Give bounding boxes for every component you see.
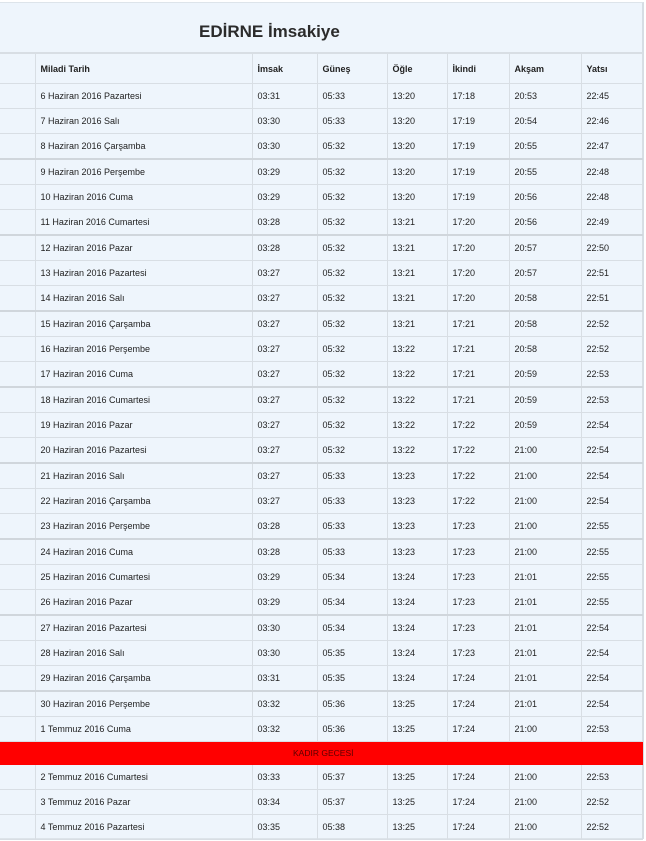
cell-gunes: 05:32	[317, 387, 387, 413]
table-row	[0, 765, 642, 790]
cell-imsak: 03:28	[252, 539, 317, 565]
header-date: Miladi Tarih	[35, 53, 252, 84]
cell-yatsi: 22:50	[581, 235, 642, 261]
row-blank-cell	[0, 286, 35, 312]
row-blank-cell	[0, 261, 35, 286]
cell-ogle: 13:21	[387, 311, 447, 337]
cell-ogle: 13:24	[387, 615, 447, 641]
table-row	[0, 615, 642, 641]
cell-ogle: 13:22	[387, 337, 447, 362]
cell-yatsi: 22:45	[581, 84, 642, 109]
cell-date: 6 Haziran 2016 Pazartesi	[35, 84, 252, 109]
cell-aksam: 20:57	[509, 261, 581, 286]
cell-gunes: 05:32	[317, 261, 387, 286]
row-blank-cell	[0, 311, 35, 337]
cell-imsak: 03:28	[252, 514, 317, 540]
cell-ogle: 13:24	[387, 590, 447, 616]
cell-ogle: 13:23	[387, 463, 447, 489]
row-blank-cell	[0, 235, 35, 261]
cell-ikindi: 17:23	[447, 565, 509, 590]
cell-ikindi: 17:24	[447, 691, 509, 717]
cell-yatsi: 22:54	[581, 691, 642, 717]
cell-imsak: 03:27	[252, 337, 317, 362]
title-bar	[0, 3, 642, 52]
page-title: EDİRNE İmsakiye	[199, 22, 340, 41]
cell-imsak: 03:29	[252, 590, 317, 616]
cell-gunes: 05:36	[317, 691, 387, 717]
cell-ikindi: 17:22	[447, 438, 509, 464]
cell-gunes: 05:32	[317, 235, 387, 261]
cell-aksam: 21:01	[509, 691, 581, 717]
cell-ikindi: 17:21	[447, 311, 509, 337]
cell-ogle: 13:24	[387, 565, 447, 590]
cell-ikindi: 17:22	[447, 489, 509, 514]
table-row	[0, 717, 642, 742]
cell-date: 26 Haziran 2016 Pazar	[35, 590, 252, 616]
row-blank-cell	[0, 565, 35, 590]
cell-ikindi: 17:19	[447, 134, 509, 160]
table-row	[0, 261, 642, 286]
cell-imsak: 03:28	[252, 210, 317, 236]
cell-aksam: 20:55	[509, 134, 581, 160]
cell-yatsi: 22:53	[581, 765, 642, 790]
header-ikindi: İkindi	[447, 53, 509, 84]
cell-aksam: 20:54	[509, 109, 581, 134]
cell-yatsi: 22:54	[581, 615, 642, 641]
cell-imsak: 03:29	[252, 159, 317, 185]
header-imsak: İmsak	[252, 53, 317, 84]
table-row	[0, 438, 642, 464]
cell-ikindi: 17:24	[447, 666, 509, 692]
cell-ogle: 13:21	[387, 286, 447, 312]
cell-imsak: 03:27	[252, 311, 317, 337]
cell-ikindi: 17:21	[447, 387, 509, 413]
cell-ikindi: 17:20	[447, 210, 509, 236]
cell-imsak: 03:32	[252, 691, 317, 717]
table-row	[0, 489, 642, 514]
cell-imsak: 03:30	[252, 615, 317, 641]
cell-gunes: 05:36	[317, 717, 387, 742]
cell-ogle: 13:25	[387, 691, 447, 717]
cell-gunes: 05:33	[317, 109, 387, 134]
cell-yatsi: 22:52	[581, 790, 642, 815]
cell-ogle: 13:22	[387, 387, 447, 413]
cell-imsak: 03:27	[252, 413, 317, 438]
cell-date: 8 Haziran 2016 Çarşamba	[35, 134, 252, 160]
cell-date: 9 Haziran 2016 Perşembe	[35, 159, 252, 185]
cell-date: 23 Haziran 2016 Perşembe	[35, 514, 252, 540]
row-blank-cell	[0, 84, 35, 109]
cell-date: 22 Haziran 2016 Çarşamba	[35, 489, 252, 514]
cell-date: 17 Haziran 2016 Cuma	[35, 362, 252, 388]
table-row	[0, 666, 642, 692]
cell-yatsi: 22:51	[581, 261, 642, 286]
cell-imsak: 03:31	[252, 84, 317, 109]
cell-date: 12 Haziran 2016 Pazar	[35, 235, 252, 261]
cell-aksam: 21:01	[509, 666, 581, 692]
cell-yatsi: 22:52	[581, 337, 642, 362]
cell-aksam: 21:00	[509, 717, 581, 742]
cell-aksam: 21:00	[509, 815, 581, 840]
row-blank-cell	[0, 438, 35, 464]
table-row	[0, 790, 642, 815]
cell-date: 13 Haziran 2016 Pazartesi	[35, 261, 252, 286]
row-blank-cell	[0, 463, 35, 489]
cell-ikindi: 17:20	[447, 286, 509, 312]
cell-ogle: 13:25	[387, 815, 447, 840]
cell-yatsi: 22:48	[581, 185, 642, 210]
row-blank-cell	[0, 590, 35, 616]
cell-ikindi: 17:24	[447, 815, 509, 840]
row-blank-cell	[0, 765, 35, 790]
cell-gunes: 05:35	[317, 666, 387, 692]
kadir-gecesi-row	[0, 742, 642, 765]
cell-aksam: 21:00	[509, 489, 581, 514]
cell-gunes: 05:32	[317, 185, 387, 210]
cell-gunes: 05:32	[317, 413, 387, 438]
row-blank-cell	[0, 134, 35, 160]
cell-ogle: 13:21	[387, 235, 447, 261]
cell-date: 28 Haziran 2016 Salı	[35, 641, 252, 666]
cell-yatsi: 22:54	[581, 666, 642, 692]
row-blank-cell	[0, 387, 35, 413]
cell-imsak: 03:29	[252, 185, 317, 210]
cell-date: 20 Haziran 2016 Pazartesi	[35, 438, 252, 464]
cell-ogle: 13:20	[387, 84, 447, 109]
cell-date: 1 Temmuz 2016 Cuma	[35, 717, 252, 742]
cell-ikindi: 17:19	[447, 109, 509, 134]
cell-yatsi: 22:47	[581, 134, 642, 160]
cell-imsak: 03:33	[252, 765, 317, 790]
cell-gunes: 05:38	[317, 815, 387, 840]
cell-ikindi: 17:22	[447, 413, 509, 438]
table-row	[0, 337, 642, 362]
cell-gunes: 05:32	[317, 362, 387, 388]
cell-gunes: 05:33	[317, 84, 387, 109]
row-blank-cell	[0, 489, 35, 514]
cell-ikindi: 17:23	[447, 590, 509, 616]
table-row	[0, 565, 642, 590]
table-row	[0, 815, 642, 840]
cell-ogle: 13:24	[387, 641, 447, 666]
cell-gunes: 05:33	[317, 539, 387, 565]
cell-imsak: 03:29	[252, 565, 317, 590]
cell-ikindi: 17:24	[447, 765, 509, 790]
cell-ikindi: 17:20	[447, 261, 509, 286]
cell-yatsi: 22:52	[581, 815, 642, 840]
cell-date: 3 Temmuz 2016 Pazar	[35, 790, 252, 815]
cell-ogle: 13:23	[387, 539, 447, 565]
cell-imsak: 03:34	[252, 790, 317, 815]
cell-gunes: 05:35	[317, 641, 387, 666]
header-gunes: Güneş	[317, 53, 387, 84]
cell-ikindi: 17:24	[447, 790, 509, 815]
cell-gunes: 05:32	[317, 159, 387, 185]
row-blank-cell	[0, 815, 35, 840]
row-blank-cell	[0, 539, 35, 565]
table-row	[0, 387, 642, 413]
header-ogle: Öğle	[387, 53, 447, 84]
cell-aksam: 21:00	[509, 539, 581, 565]
cell-ogle: 13:22	[387, 362, 447, 388]
cell-date: 18 Haziran 2016 Cumartesi	[35, 387, 252, 413]
cell-imsak: 03:31	[252, 666, 317, 692]
cell-aksam: 20:53	[509, 84, 581, 109]
cell-aksam: 21:00	[509, 514, 581, 540]
cell-yatsi: 22:54	[581, 489, 642, 514]
cell-imsak: 03:27	[252, 489, 317, 514]
row-blank-cell	[0, 362, 35, 388]
cell-aksam: 21:01	[509, 565, 581, 590]
row-blank-cell	[0, 413, 35, 438]
cell-aksam: 21:00	[509, 790, 581, 815]
cell-aksam: 20:59	[509, 387, 581, 413]
row-blank-cell	[0, 514, 35, 540]
cell-ikindi: 17:22	[447, 463, 509, 489]
table-row	[0, 286, 642, 312]
cell-gunes: 05:32	[317, 210, 387, 236]
table-row	[0, 134, 642, 160]
cell-ogle: 13:20	[387, 185, 447, 210]
table-row	[0, 413, 642, 438]
cell-imsak: 03:30	[252, 134, 317, 160]
cell-yatsi: 22:53	[581, 362, 642, 388]
cell-gunes: 05:32	[317, 438, 387, 464]
kadir-gecesi-label: KADIR GECESİ	[0, 742, 642, 765]
table-row	[0, 235, 642, 261]
row-blank-cell	[0, 691, 35, 717]
cell-ikindi: 17:20	[447, 235, 509, 261]
cell-ogle: 13:25	[387, 717, 447, 742]
cell-ogle: 13:20	[387, 109, 447, 134]
cell-aksam: 21:00	[509, 438, 581, 464]
cell-aksam: 20:59	[509, 362, 581, 388]
cell-ogle: 13:25	[387, 765, 447, 790]
cell-imsak: 03:27	[252, 286, 317, 312]
cell-aksam: 20:55	[509, 159, 581, 185]
table-header-row	[0, 53, 642, 84]
cell-date: 29 Haziran 2016 Çarşamba	[35, 666, 252, 692]
cell-gunes: 05:34	[317, 590, 387, 616]
cell-date: 2 Temmuz 2016 Cumartesi	[35, 765, 252, 790]
cell-yatsi: 22:55	[581, 514, 642, 540]
cell-aksam: 20:58	[509, 311, 581, 337]
imsakiye-table	[0, 52, 643, 840]
cell-date: 30 Haziran 2016 Perşembe	[35, 691, 252, 717]
cell-ikindi: 17:19	[447, 185, 509, 210]
table-row	[0, 691, 642, 717]
cell-ikindi: 17:21	[447, 362, 509, 388]
cell-gunes: 05:37	[317, 765, 387, 790]
header-blank	[0, 53, 35, 84]
table-row	[0, 84, 642, 109]
header-yatsi: Yatsı	[581, 53, 642, 84]
cell-yatsi: 22:54	[581, 438, 642, 464]
cell-date: 4 Temmuz 2016 Pazartesi	[35, 815, 252, 840]
cell-ikindi: 17:23	[447, 615, 509, 641]
cell-aksam: 20:58	[509, 286, 581, 312]
cell-yatsi: 22:55	[581, 539, 642, 565]
cell-aksam: 21:00	[509, 463, 581, 489]
cell-aksam: 20:58	[509, 337, 581, 362]
cell-imsak: 03:30	[252, 641, 317, 666]
cell-aksam: 21:01	[509, 590, 581, 616]
table-row	[0, 641, 642, 666]
row-blank-cell	[0, 185, 35, 210]
cell-date: 15 Haziran 2016 Çarşamba	[35, 311, 252, 337]
cell-date: 21 Haziran 2016 Salı	[35, 463, 252, 489]
cell-ikindi: 17:21	[447, 337, 509, 362]
cell-ogle: 13:25	[387, 790, 447, 815]
cell-ogle: 13:21	[387, 210, 447, 236]
cell-date: 10 Haziran 2016 Cuma	[35, 185, 252, 210]
cell-gunes: 05:34	[317, 615, 387, 641]
cell-ikindi: 17:19	[447, 159, 509, 185]
cell-aksam: 20:56	[509, 185, 581, 210]
cell-gunes: 05:33	[317, 514, 387, 540]
cell-yatsi: 22:55	[581, 590, 642, 616]
cell-ogle: 13:20	[387, 159, 447, 185]
cell-yatsi: 22:53	[581, 387, 642, 413]
cell-ikindi: 17:23	[447, 641, 509, 666]
cell-yatsi: 22:55	[581, 565, 642, 590]
cell-ikindi: 17:23	[447, 539, 509, 565]
cell-yatsi: 22:52	[581, 311, 642, 337]
cell-date: 25 Haziran 2016 Cumartesi	[35, 565, 252, 590]
cell-yatsi: 22:53	[581, 717, 642, 742]
cell-gunes: 05:33	[317, 463, 387, 489]
cell-aksam: 20:57	[509, 235, 581, 261]
header-aksam: Akşam	[509, 53, 581, 84]
cell-yatsi: 22:54	[581, 413, 642, 438]
row-blank-cell	[0, 790, 35, 815]
cell-yatsi: 22:49	[581, 210, 642, 236]
row-blank-cell	[0, 717, 35, 742]
row-blank-cell	[0, 109, 35, 134]
table-row	[0, 463, 642, 489]
cell-ogle: 13:21	[387, 261, 447, 286]
cell-date: 16 Haziran 2016 Perşembe	[35, 337, 252, 362]
table-row	[0, 311, 642, 337]
table-row	[0, 590, 642, 616]
cell-yatsi: 22:46	[581, 109, 642, 134]
table-row	[0, 539, 642, 565]
cell-aksam: 21:00	[509, 765, 581, 790]
cell-gunes: 05:32	[317, 311, 387, 337]
cell-ikindi: 17:23	[447, 514, 509, 540]
table-row	[0, 159, 642, 185]
cell-imsak: 03:27	[252, 261, 317, 286]
cell-imsak: 03:30	[252, 109, 317, 134]
row-blank-cell	[0, 666, 35, 692]
cell-imsak: 03:32	[252, 717, 317, 742]
cell-gunes: 05:32	[317, 286, 387, 312]
cell-ogle: 13:23	[387, 514, 447, 540]
cell-ogle: 13:22	[387, 413, 447, 438]
cell-ikindi: 17:18	[447, 84, 509, 109]
cell-ogle: 13:23	[387, 489, 447, 514]
cell-gunes: 05:32	[317, 134, 387, 160]
cell-imsak: 03:27	[252, 438, 317, 464]
cell-gunes: 05:33	[317, 489, 387, 514]
cell-yatsi: 22:51	[581, 286, 642, 312]
cell-yatsi: 22:48	[581, 159, 642, 185]
cell-imsak: 03:27	[252, 362, 317, 388]
cell-gunes: 05:37	[317, 790, 387, 815]
row-blank-cell	[0, 615, 35, 641]
cell-aksam: 21:01	[509, 615, 581, 641]
cell-date: 14 Haziran 2016 Salı	[35, 286, 252, 312]
cell-date: 11 Haziran 2016 Cumartesi	[35, 210, 252, 236]
table-row	[0, 514, 642, 540]
cell-imsak: 03:35	[252, 815, 317, 840]
cell-aksam: 20:59	[509, 413, 581, 438]
cell-yatsi: 22:54	[581, 463, 642, 489]
cell-date: 24 Haziran 2016 Cuma	[35, 539, 252, 565]
row-blank-cell	[0, 159, 35, 185]
row-blank-cell	[0, 210, 35, 236]
cell-gunes: 05:34	[317, 565, 387, 590]
cell-ogle: 13:20	[387, 134, 447, 160]
cell-ogle: 13:24	[387, 666, 447, 692]
row-blank-cell	[0, 641, 35, 666]
row-blank-cell	[0, 337, 35, 362]
cell-imsak: 03:27	[252, 387, 317, 413]
cell-imsak: 03:27	[252, 463, 317, 489]
table-row	[0, 109, 642, 134]
imsakiye-panel	[0, 2, 644, 839]
cell-yatsi: 22:54	[581, 641, 642, 666]
table-row	[0, 362, 642, 388]
cell-date: 7 Haziran 2016 Salı	[35, 109, 252, 134]
cell-date: 27 Haziran 2016 Pazartesi	[35, 615, 252, 641]
cell-aksam: 21:01	[509, 641, 581, 666]
table-row	[0, 185, 642, 210]
cell-gunes: 05:32	[317, 337, 387, 362]
cell-imsak: 03:28	[252, 235, 317, 261]
cell-ogle: 13:22	[387, 438, 447, 464]
cell-date: 19 Haziran 2016 Pazar	[35, 413, 252, 438]
table-body	[0, 84, 642, 840]
table-row	[0, 210, 642, 236]
cell-aksam: 20:56	[509, 210, 581, 236]
cell-ikindi: 17:24	[447, 717, 509, 742]
